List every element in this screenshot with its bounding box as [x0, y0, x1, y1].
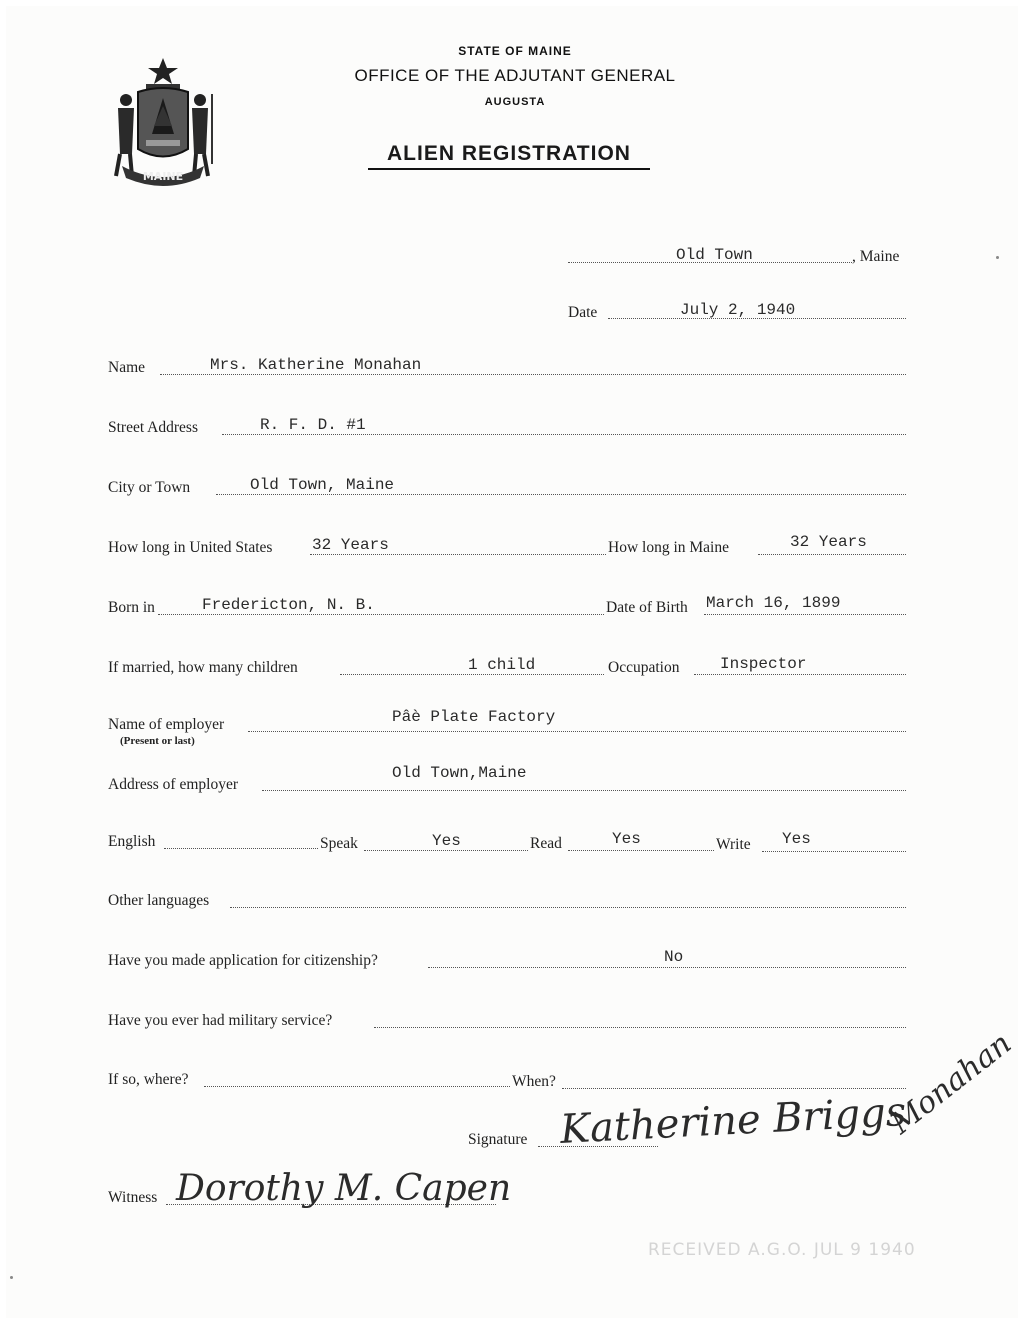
place-suffix: , Maine: [852, 248, 900, 265]
employer-value: Pâè Plate Factory: [392, 708, 556, 726]
maine-years-label: How long in Maine: [608, 539, 729, 556]
employer-address-value: Old Town,Maine: [392, 764, 527, 782]
svg-text:MAINE: MAINE: [142, 170, 184, 183]
where-label: If so, where?: [108, 1071, 189, 1088]
born-in-label: Born in: [108, 599, 155, 616]
read-value: Yes: [612, 830, 641, 848]
form-title: ALIEN REGISTRATION: [368, 142, 650, 170]
name-value: Mrs. Katherine Monahan: [210, 356, 422, 374]
street-value: R. F. D. #1: [260, 416, 366, 434]
military-label: Have you ever had military service?: [108, 1012, 333, 1029]
speak-label: Speak: [320, 835, 358, 852]
other-languages-label: Other languages: [108, 892, 210, 909]
signature-value: Katherine Briggs: [559, 1088, 908, 1154]
when-label: When?: [512, 1073, 556, 1090]
signature-addition: Monahan: [884, 1025, 1019, 1142]
witness-value: Dorothy M. Capen: [176, 1168, 512, 1209]
employer-address-label: Address of employer: [108, 776, 238, 793]
scan-speck: [996, 256, 999, 259]
name-label: Name: [108, 359, 146, 376]
occupation-value: Inspector: [720, 655, 807, 673]
citizenship-value: No: [664, 948, 684, 966]
write-label: Write: [716, 836, 751, 853]
signature-label: Signature: [468, 1131, 528, 1148]
speak-value: Yes: [432, 832, 461, 850]
header-city: AUGUSTA: [484, 96, 546, 108]
header-office: OFFICE OF THE ADJUTANT GENERAL: [354, 66, 676, 85]
children-value: 1 child: [468, 656, 536, 674]
header-state: STATE OF MAINE: [458, 44, 572, 58]
dob-value: March 16, 1899: [706, 594, 841, 612]
children-label: If married, how many children: [108, 659, 298, 676]
date-value: July 2, 1940: [680, 301, 796, 319]
place-town-value: Old Town: [676, 246, 753, 264]
maine-state-seal: [108, 54, 218, 188]
maine-years-value: 32 Years: [790, 533, 867, 551]
employer-label: Name of employer: [108, 716, 225, 733]
us-years-value: 32 Years: [312, 536, 389, 554]
born-in-value: Fredericton, N. B.: [202, 596, 375, 614]
street-label: Street Address: [108, 419, 198, 436]
received-stamp: RECEIVED A.G.O. JUL 9 1940: [648, 1240, 916, 1260]
read-label: Read: [530, 835, 562, 852]
city-label: City or Town: [108, 479, 191, 496]
witness-label: Witness: [108, 1189, 158, 1206]
date-label: Date: [568, 304, 598, 321]
english-label: English: [108, 833, 156, 850]
scan-speck: [10, 1276, 13, 1279]
occupation-label: Occupation: [608, 659, 680, 676]
dob-label: Date of Birth: [606, 599, 688, 616]
city-value: Old Town, Maine: [250, 476, 395, 494]
us-years-label: How long in United States: [108, 539, 273, 556]
employer-sublabel: (Present or last): [120, 735, 195, 747]
write-value: Yes: [782, 830, 811, 848]
citizenship-label: Have you made application for citizenship?: [108, 952, 378, 969]
